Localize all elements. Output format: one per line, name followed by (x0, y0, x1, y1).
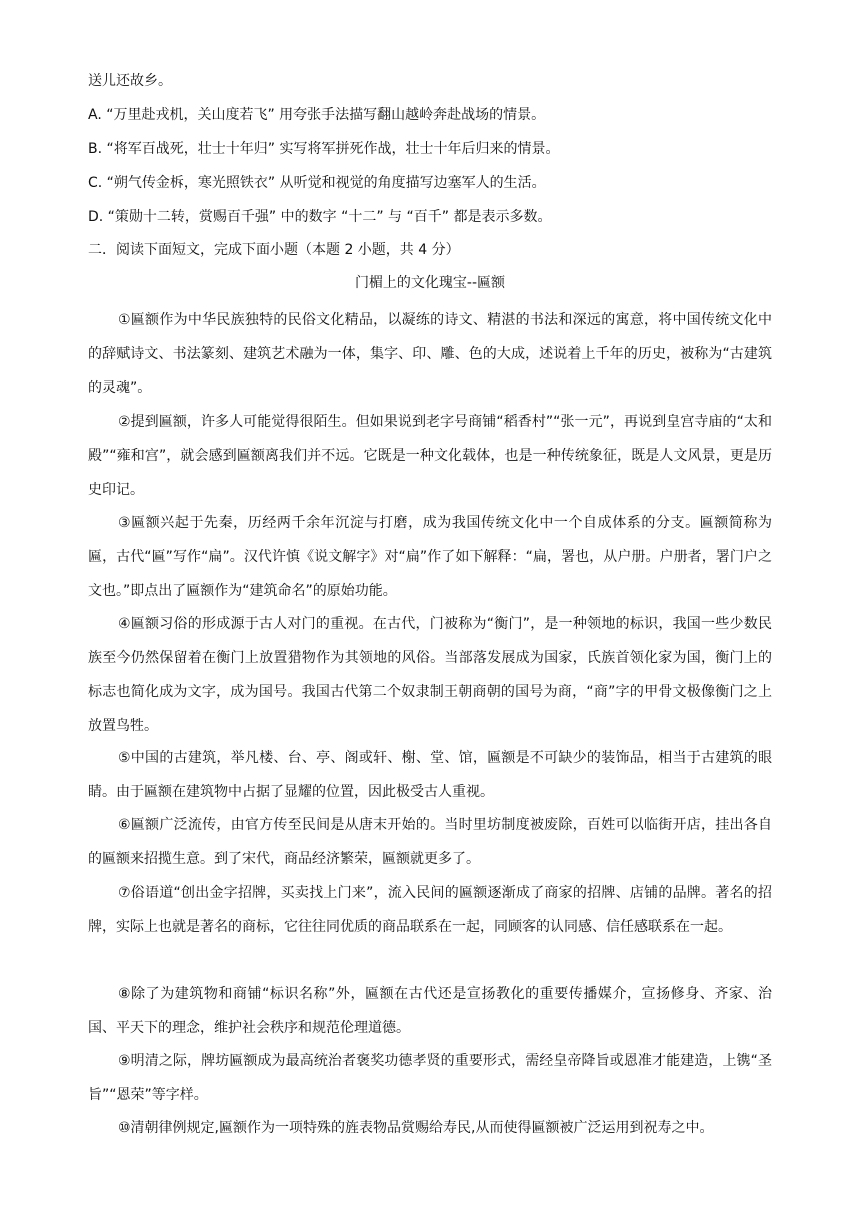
paragraph-6: ⑥匾额广泛流传，由官方传至民间是从唐末开始的。当时里坊制度被废除，百姓可以临街开店，挂出各自的匾额来招揽生意。到了宋代，商品经济繁荣，匾额就更多了。 (88, 817, 772, 867)
option-d: D. “策勋十二转，赏赐百千强” 中的数字 “十二” 与 “百千” 都是表示多数。 (88, 209, 552, 225)
paragraph-1: ①匾额作为中华民族独特的民俗文化精品，以凝练的诗文、精湛的书法和深远的寓意，将中国传统文化中的辞赋诗文、书法篆刻、建筑艺术融为一体，集字、印、雕、色的大成，述说着上千年的历史，被称为“古建筑的灵魂”。 (88, 312, 772, 396)
option-c: C. “朔气传金柝，寒光照铁衣” 从听觉和视觉的角度描写边塞军人的生活。 (88, 175, 546, 191)
paragraph-7: ⑦俗语道“创出金字招牌，买卖找上门来”，流入民间的匾额逐渐成了商家的招牌、店铺的品牌。著名的招牌，实际上也就是著名的商标，它往往同优质的商品联系在一起，同顾客的认同感、信任感联系在一起。 (88, 885, 772, 935)
paragraph-2: ②提到匾额，许多人可能觉得很陌生。但如果说到老字号商铺“稻香村”“张一元”，再说到皇宫寺庙的“太和殿”“雍和宫”，就会感到匾额离我们并不远。它既是一种文化载体，也是一种传统象征，既是人文风景，更是历史印记。 (88, 414, 772, 498)
section-heading: 二．阅读下面短文，完成下面小题（本题 2 小题，共 4 分） (88, 242, 460, 258)
paragraph-5: ⑤中国的古建筑，举凡楼、台、亭、阁或轩、榭、堂、馆，匾额是不可缺少的装饰品，相当于古建筑的眼睛。由于匾额在建筑物中占据了显耀的位置，因此极受古人重视。 (88, 750, 772, 800)
intro-line: 送儿还故乡。 (88, 73, 172, 89)
paragraph-9: ⑨明清之际，牌坊匾额成为最高统治者褒奖功德孝贤的重要形式，需经皇帝降旨或恩准才能建造，上镌“圣旨”“恩荣”等字样。 (88, 1053, 772, 1103)
option-b: B. “将军百战死，壮士十年归” 实写将军拼死作战，壮士十年后归来的情景。 (88, 141, 560, 157)
paragraph-4: ④匾额习俗的形成源于古人对门的重视。在古代，门被称为“衡门”，是一种领地的标识，我国一些少数民族至今仍然保留着在衡门上放置猎物作为其领地的风俗。当部落发展成为国家，氏族首领化家为国，衡门上的标志也简化成为文字，成为国号。我国古代第二个奴隶制王朝商朝的国号为商，“商”字的甲骨文极像衡门之上放置鸟牲。 (88, 616, 772, 734)
paragraph-8: ⑧除了为建筑物和商铺“标识名称”外，匾额在古代还是宣扬教化的重要传播媒介，宣扬修身、齐家、治国、平天下的理念，维护社会秩序和规范伦理道德。 (88, 986, 772, 1036)
option-a: A. “万里赴戎机，关山度若飞” 用夸张手法描写翻山越岭奔赴战场的情景。 (88, 107, 546, 123)
paragraph-10: ⑩清朝律例规定,匾额作为一项特殊的旌表物品赏赐给寿民,从而使得匾额被广泛运用到祝寿之中。 (118, 1120, 714, 1136)
paragraph-3: ③匾额兴起于先秦，历经两千余年沉淀与打磨，成为我国传统文化中一个自成体系的分支。匾额简称为匾，古代“匾”写作“扁”。汉代许慎《说文解字》对“扁”作了如下解释：“扁，署也，从户册。户册者，署门户之文也。”即点出了匾额作为“建筑命名”的原始功能。 (88, 515, 772, 599)
article-title: 门楣上的文化瑰宝--匾额 (354, 275, 506, 291)
